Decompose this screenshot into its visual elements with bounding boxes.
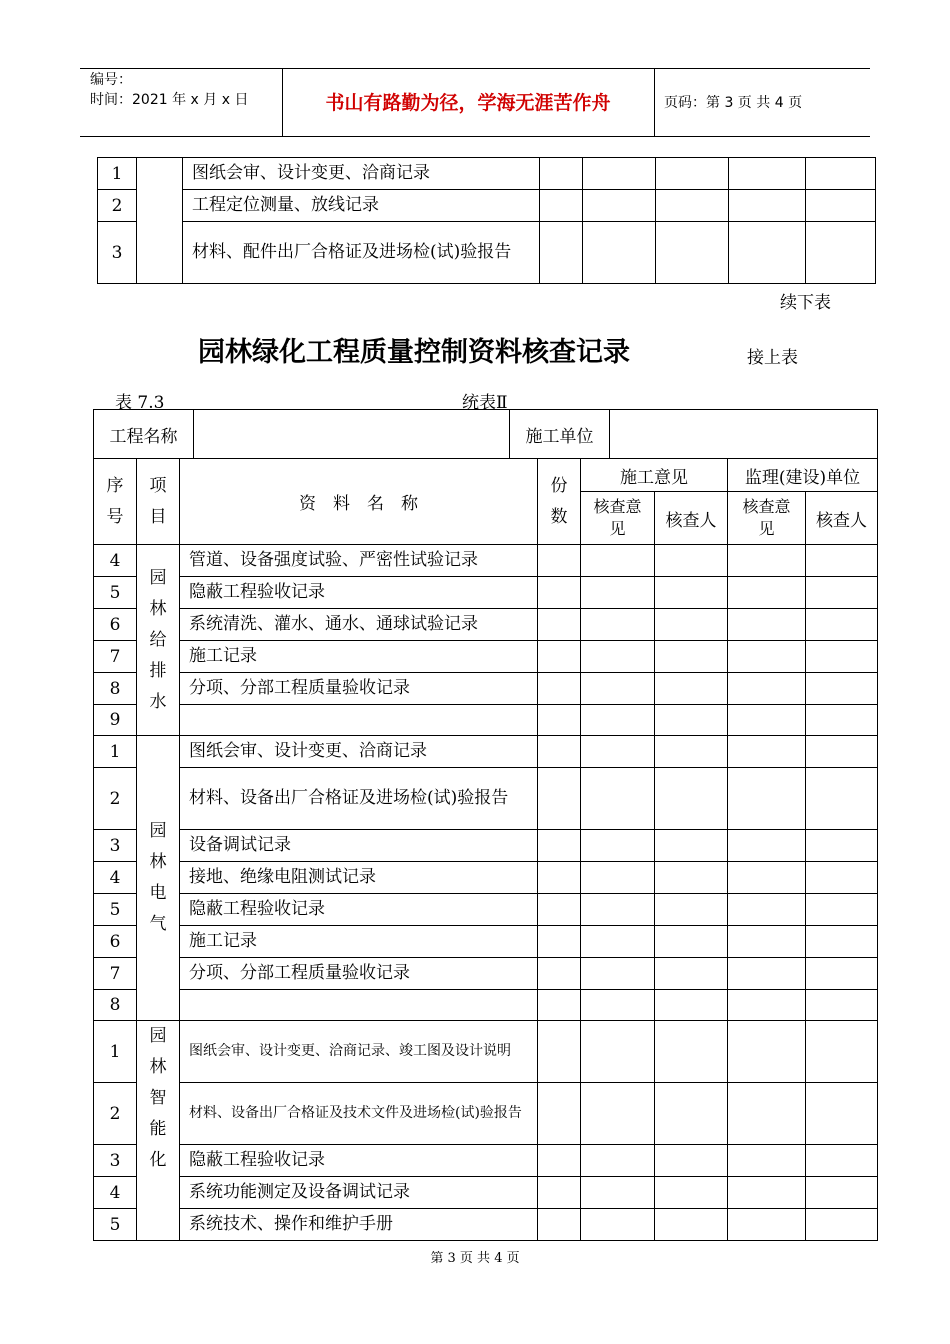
- entry-cell[interactable]: [729, 222, 806, 284]
- entry-cell[interactable]: [728, 705, 806, 736]
- doc-name-cell: 隐蔽工程验收记录: [180, 894, 538, 926]
- project-name-label: 工程名称: [94, 410, 194, 459]
- entry-cell[interactable]: [540, 158, 583, 190]
- entry-cell[interactable]: [728, 1083, 806, 1145]
- entry-cell[interactable]: [656, 190, 729, 222]
- row-number: 3: [94, 1145, 137, 1177]
- row-number: 7: [94, 958, 137, 990]
- header-top-rule: [80, 68, 870, 69]
- doc-name-cell: 图纸会审、设计变更、洽商记录: [180, 736, 538, 768]
- entry-cell[interactable]: [581, 736, 655, 768]
- main-table: [93, 458, 878, 1241]
- item-cell: [137, 158, 183, 284]
- doc-name-cell: 材料、配件出厂合格证及进场检(试)验报告: [183, 222, 540, 284]
- col-check-opinion-header-2: 核查意见: [728, 492, 806, 545]
- row-number: 5: [94, 894, 137, 926]
- doc-name-cell: 图纸会审、设计变更、洽商记录、竣工图及设计说明: [180, 1021, 538, 1083]
- entry-cell[interactable]: [581, 1209, 655, 1241]
- doc-name-cell: 材料、设备出厂合格证及技术文件及进场检(试)验报告: [180, 1083, 538, 1145]
- entry-cell[interactable]: [806, 862, 878, 894]
- entry-cell[interactable]: [655, 862, 728, 894]
- doc-name-cell: 管道、设备强度试验、严密性试验记录: [180, 545, 538, 577]
- entry-cell[interactable]: [728, 768, 806, 830]
- entry-cell[interactable]: [806, 1209, 878, 1241]
- entry-cell[interactable]: [728, 862, 806, 894]
- info-table: [93, 409, 878, 459]
- header-motto: 书山有路勤为径，学海无涯苦作舟: [325, 92, 611, 114]
- col-copies-header: 份数: [538, 459, 581, 545]
- col-check-opinion-header: 核查意见: [581, 492, 655, 545]
- row-number: 4: [94, 862, 137, 894]
- prev-table-row: [98, 158, 876, 190]
- entry-cell[interactable]: [655, 990, 728, 1021]
- entry-cell[interactable]: [655, 1209, 728, 1241]
- group-item-label: 园林给排水: [149, 567, 167, 712]
- group-item-cell: [137, 736, 180, 1021]
- entry-cell[interactable]: [655, 958, 728, 990]
- col-item-header: 项目: [137, 459, 180, 545]
- doc-name-cell: 施工记录: [180, 926, 538, 958]
- prev-table-row: [98, 222, 876, 284]
- entry-cell[interactable]: [728, 673, 806, 705]
- entry-cell[interactable]: [583, 190, 656, 222]
- entry-cell[interactable]: [581, 641, 655, 673]
- table-row: [94, 830, 878, 862]
- doc-name-cell: 材料、设备出厂合格证及进场检(试)验报告: [180, 768, 538, 830]
- doc-name-cell: 系统技术、操作和维护手册: [180, 1209, 538, 1241]
- doc-name-cell: 分项、分部工程质量验收记录: [180, 673, 538, 705]
- doc-name-cell: [180, 705, 538, 736]
- entry-cell[interactable]: [581, 926, 655, 958]
- table-number: 表 7.3: [115, 393, 165, 413]
- entry-cell[interactable]: [538, 1209, 581, 1241]
- entry-cell[interactable]: [538, 641, 581, 673]
- entry-cell[interactable]: [806, 609, 878, 641]
- table-row: [94, 1209, 878, 1241]
- table-row: [94, 705, 878, 736]
- table-row: [94, 862, 878, 894]
- table-subtitle: 统表Ⅱ: [462, 393, 508, 413]
- entry-cell[interactable]: [806, 641, 878, 673]
- entry-cell[interactable]: [540, 190, 583, 222]
- row-number: 3: [94, 830, 137, 862]
- col-checker-header: 核查人: [655, 492, 728, 545]
- table-row: [94, 990, 878, 1021]
- prev-table: [97, 157, 876, 284]
- row-number: 3: [98, 222, 137, 284]
- entry-cell[interactable]: [728, 926, 806, 958]
- row-number: 5: [94, 1209, 137, 1241]
- entry-cell[interactable]: [581, 1145, 655, 1177]
- entry-cell[interactable]: [655, 830, 728, 862]
- project-name-field[interactable]: [194, 410, 510, 459]
- entry-cell[interactable]: [655, 736, 728, 768]
- table-row: [94, 894, 878, 926]
- entry-cell[interactable]: [538, 577, 581, 609]
- entry-cell[interactable]: [538, 830, 581, 862]
- entry-cell[interactable]: [655, 609, 728, 641]
- entry-cell[interactable]: [806, 545, 878, 577]
- entry-cell[interactable]: [806, 894, 878, 926]
- entry-cell[interactable]: [806, 577, 878, 609]
- entry-cell[interactable]: [806, 673, 878, 705]
- entry-cell[interactable]: [538, 1177, 581, 1209]
- row-number: 1: [94, 1021, 137, 1083]
- entry-cell[interactable]: [538, 1021, 581, 1083]
- entry-cell[interactable]: [728, 609, 806, 641]
- entry-cell[interactable]: [538, 862, 581, 894]
- table-row: [94, 577, 878, 609]
- entry-cell[interactable]: [655, 1145, 728, 1177]
- entry-cell[interactable]: [581, 577, 655, 609]
- header-bottom-rule: [80, 136, 870, 137]
- doc-name-cell: 设备调试记录: [180, 830, 538, 862]
- entry-cell[interactable]: [656, 158, 729, 190]
- entry-cell[interactable]: [538, 926, 581, 958]
- entry-cell[interactable]: [581, 958, 655, 990]
- continued-below: 续下表: [780, 293, 831, 313]
- col-checker-header-2: 核查人: [806, 492, 878, 545]
- entry-cell[interactable]: [655, 673, 728, 705]
- row-number: 5: [94, 577, 137, 609]
- entry-cell[interactable]: [729, 190, 806, 222]
- doc-name-cell: 图纸会审、设计变更、洽商记录: [183, 158, 540, 190]
- entry-cell[interactable]: [655, 1021, 728, 1083]
- entry-cell[interactable]: [806, 736, 878, 768]
- row-number: 4: [94, 545, 137, 577]
- entry-cell[interactable]: [538, 705, 581, 736]
- header-page-label: 页码：第 3 页 共 4 页: [664, 95, 803, 111]
- table-row: [94, 1083, 878, 1145]
- table-row: [94, 609, 878, 641]
- entry-cell[interactable]: [538, 673, 581, 705]
- entry-cell[interactable]: [806, 958, 878, 990]
- table-row: [94, 958, 878, 990]
- entry-cell[interactable]: [806, 1021, 878, 1083]
- entry-cell[interactable]: [581, 673, 655, 705]
- entry-cell[interactable]: [538, 736, 581, 768]
- row-number: 7: [94, 641, 137, 673]
- row-number: 4: [94, 1177, 137, 1209]
- entry-cell[interactable]: [655, 926, 728, 958]
- entry-cell[interactable]: [581, 830, 655, 862]
- doc-name-cell: 工程定位测量、放线记录: [183, 190, 540, 222]
- row-number: 2: [94, 768, 137, 830]
- entry-cell[interactable]: [806, 190, 876, 222]
- entry-cell[interactable]: [655, 545, 728, 577]
- entry-cell[interactable]: [806, 1145, 878, 1177]
- row-number: 1: [98, 158, 137, 190]
- table-row: [94, 736, 878, 768]
- entry-cell[interactable]: [806, 926, 878, 958]
- entry-cell[interactable]: [538, 894, 581, 926]
- entry-cell[interactable]: [656, 222, 729, 284]
- entry-cell[interactable]: [655, 577, 728, 609]
- entry-cell[interactable]: [728, 1145, 806, 1177]
- entry-cell[interactable]: [728, 990, 806, 1021]
- contractor-label: 施工单位: [510, 410, 610, 459]
- col-supervision-header: 监理(建设)单位: [728, 459, 878, 492]
- table-row: [94, 768, 878, 830]
- doc-name-cell: 施工记录: [180, 641, 538, 673]
- entry-cell[interactable]: [538, 768, 581, 830]
- row-number: 2: [98, 190, 137, 222]
- row-number: 1: [94, 736, 137, 768]
- entry-cell[interactable]: [538, 609, 581, 641]
- entry-cell[interactable]: [728, 1021, 806, 1083]
- doc-name-cell: [180, 990, 538, 1021]
- entry-cell[interactable]: [655, 705, 728, 736]
- row-number: 8: [94, 673, 137, 705]
- table-row: [94, 1177, 878, 1209]
- entry-cell[interactable]: [538, 990, 581, 1021]
- page-footer: 第 3 页 共 4 页: [430, 1251, 520, 1266]
- entry-cell[interactable]: [583, 158, 656, 190]
- col-docname-header: 资 料 名 称: [180, 459, 538, 545]
- entry-cell[interactable]: [728, 545, 806, 577]
- table-row: [94, 926, 878, 958]
- entry-cell[interactable]: [728, 1177, 806, 1209]
- entry-cell[interactable]: [806, 1083, 878, 1145]
- entry-cell[interactable]: [655, 641, 728, 673]
- header-date-label: 时间：2021 年 x 月 x 日: [90, 92, 249, 108]
- group-item-label: 园林电气: [149, 821, 167, 934]
- prev-table-row: [98, 190, 876, 222]
- header-code-label: 编号：: [90, 72, 132, 88]
- table-row: [94, 673, 878, 705]
- group-item-label: 园林智能化: [149, 1026, 167, 1170]
- group-item-cell: [137, 1021, 180, 1241]
- entry-cell[interactable]: [728, 641, 806, 673]
- row-number: 6: [94, 609, 137, 641]
- entry-cell[interactable]: [806, 768, 878, 830]
- table-row: [94, 1021, 878, 1083]
- entry-cell[interactable]: [728, 830, 806, 862]
- group-item-cell: [137, 545, 180, 736]
- entry-cell[interactable]: [806, 1177, 878, 1209]
- doc-name-cell: 系统功能测定及设备调试记录: [180, 1177, 538, 1209]
- entry-cell[interactable]: [581, 1021, 655, 1083]
- table-row: [94, 545, 878, 577]
- entry-cell[interactable]: [655, 1177, 728, 1209]
- header-divider-right: [654, 68, 655, 136]
- entry-cell[interactable]: [728, 736, 806, 768]
- entry-cell[interactable]: [538, 545, 581, 577]
- row-number: 2: [94, 1083, 137, 1145]
- entry-cell[interactable]: [538, 958, 581, 990]
- entry-cell[interactable]: [583, 222, 656, 284]
- entry-cell[interactable]: [581, 1177, 655, 1209]
- entry-cell[interactable]: [728, 894, 806, 926]
- doc-name-cell: 分项、分部工程质量验收记录: [180, 958, 538, 990]
- entry-cell[interactable]: [581, 705, 655, 736]
- entry-cell[interactable]: [806, 990, 878, 1021]
- table-row: [94, 1145, 878, 1177]
- entry-cell[interactable]: [581, 862, 655, 894]
- doc-name-cell: 接地、绝缘电阻测试记录: [180, 862, 538, 894]
- entry-cell[interactable]: [655, 1083, 728, 1145]
- entry-cell[interactable]: [728, 958, 806, 990]
- continued-from: 接上表: [747, 348, 798, 368]
- contractor-field[interactable]: [610, 410, 878, 459]
- col-construction-opinion-header: 施工意见: [581, 459, 728, 492]
- row-number: 8: [94, 990, 137, 1021]
- entry-cell[interactable]: [806, 705, 878, 736]
- entry-cell[interactable]: [581, 545, 655, 577]
- row-number: 9: [94, 705, 137, 736]
- table-row: [94, 641, 878, 673]
- entry-cell[interactable]: [806, 830, 878, 862]
- entry-cell[interactable]: [540, 222, 583, 284]
- entry-cell[interactable]: [581, 1083, 655, 1145]
- row-number: 6: [94, 926, 137, 958]
- entry-cell[interactable]: [806, 222, 876, 284]
- entry-cell[interactable]: [655, 768, 728, 830]
- page-title: 园林绿化工程质量控制资料核查记录: [198, 337, 630, 368]
- entry-cell[interactable]: [728, 577, 806, 609]
- doc-name-cell: 隐蔽工程验收记录: [180, 577, 538, 609]
- doc-name-cell: 隐蔽工程验收记录: [180, 1145, 538, 1177]
- entry-cell[interactable]: [655, 894, 728, 926]
- entry-cell[interactable]: [728, 1209, 806, 1241]
- entry-cell[interactable]: [806, 158, 876, 190]
- entry-cell[interactable]: [581, 990, 655, 1021]
- entry-cell[interactable]: [538, 1083, 581, 1145]
- entry-cell[interactable]: [581, 768, 655, 830]
- entry-cell[interactable]: [581, 609, 655, 641]
- entry-cell[interactable]: [581, 894, 655, 926]
- doc-name-cell: 系统清洗、灌水、通水、通球试验记录: [180, 609, 538, 641]
- entry-cell[interactable]: [729, 158, 806, 190]
- entry-cell[interactable]: [538, 1145, 581, 1177]
- col-seq-header: 序号: [94, 459, 137, 545]
